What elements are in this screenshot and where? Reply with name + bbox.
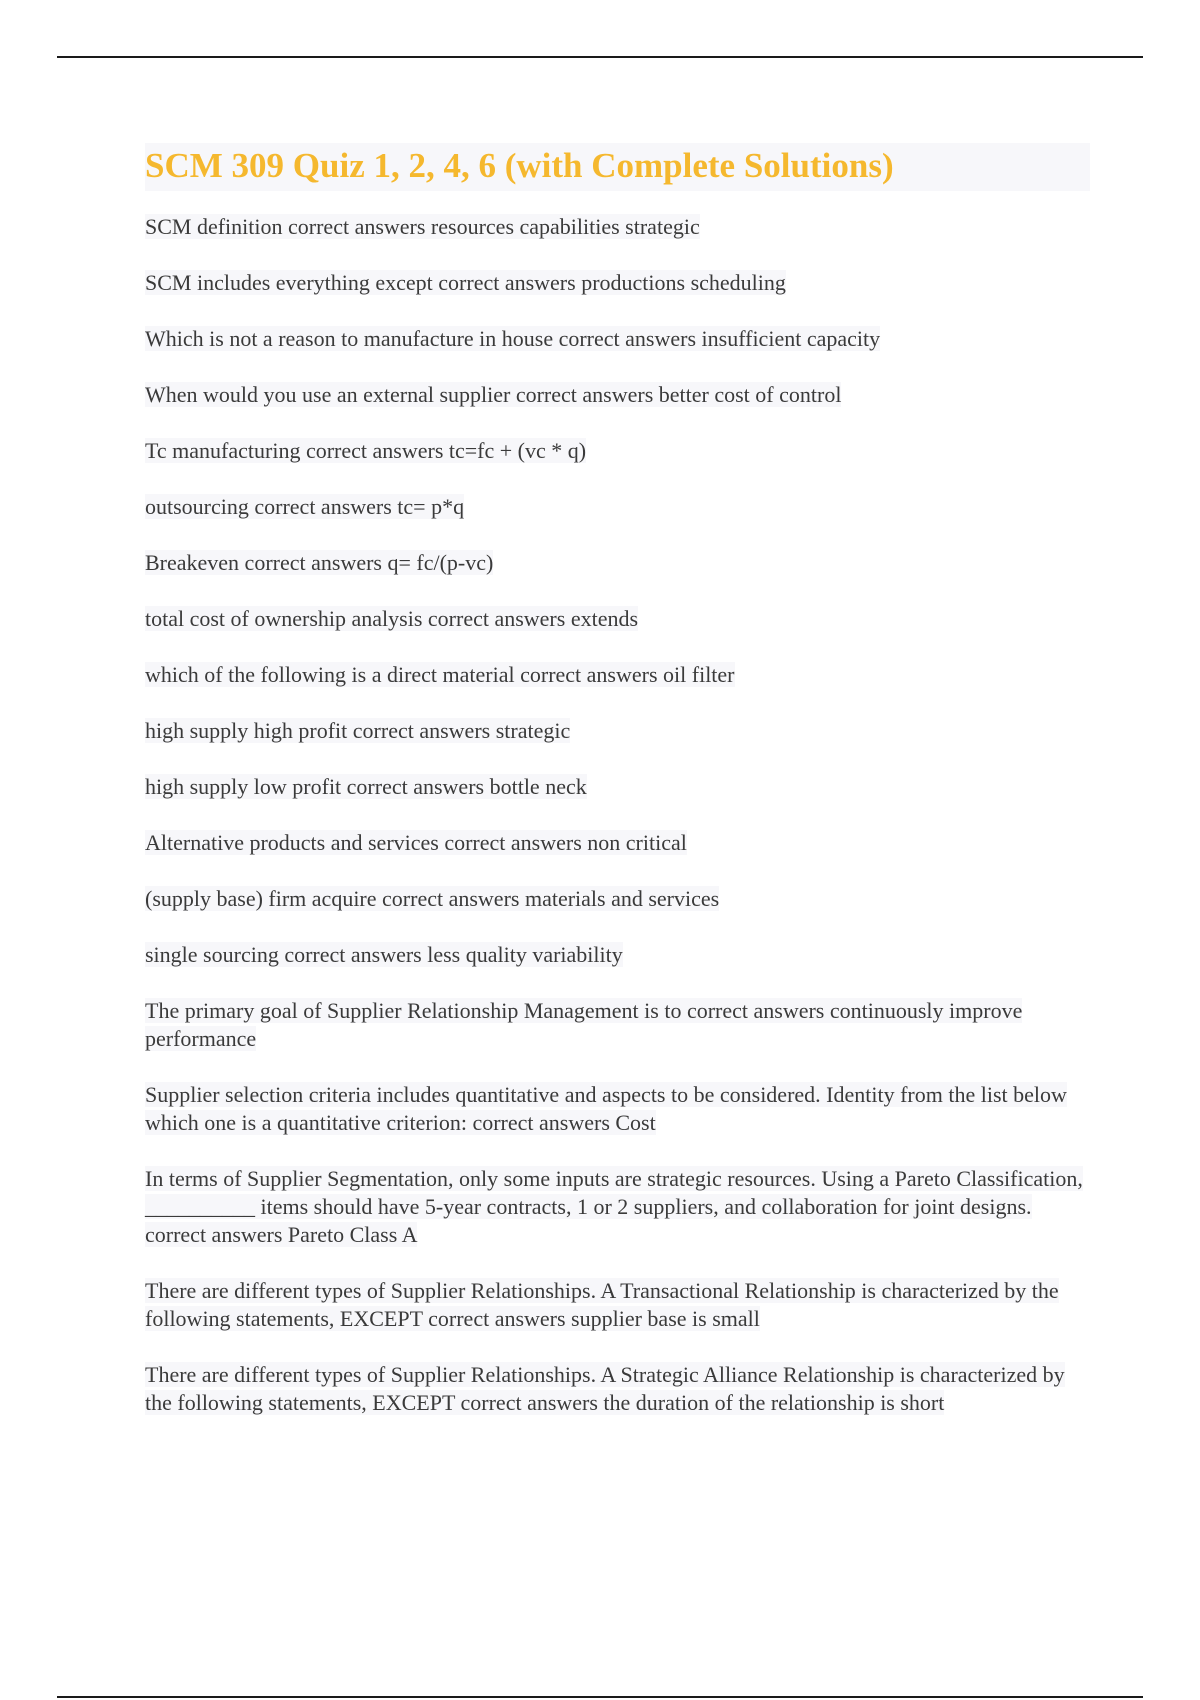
qa-item: Alternative products and services correct answers non critical [145, 830, 687, 855]
qa-item: In terms of Supplier Segmentation, only some inputs are strategic resources. Using a Pareto Classification, __________ items should have 5-year contracts, 1 or 2 suppliers, and collaboration for joint designs. correct answers Pareto Class A [145, 1166, 1083, 1247]
qa-item: (supply base) firm acquire correct answers materials and services [145, 886, 720, 911]
qa-item: Breakeven correct answers q= fc/(p-vc) [145, 550, 494, 575]
header-rule [57, 56, 1143, 58]
qa-item: SCM definition correct answers resources capabilities strategic [145, 214, 700, 239]
qa-item: high supply low profit correct answers bottle neck [145, 774, 587, 799]
qa-item: outsourcing correct answers tc= p*q [145, 494, 465, 519]
qa-item: Tc manufacturing correct answers tc=fc + (vc * q) [145, 438, 587, 463]
qa-item: which of the following is a direct material correct answers oil filter [145, 662, 735, 687]
qa-item: When would you use an external supplier correct answers better cost of control [145, 382, 842, 407]
qa-item: SCM includes everything except correct answers productions scheduling [145, 270, 786, 295]
footer-rule [57, 1696, 1143, 1698]
qa-item: The primary goal of Supplier Relationship Management is to correct answers continuously improve performance [145, 998, 1023, 1051]
qa-list [145, 213, 1090, 1417]
qa-item: There are different types of Supplier Relationships. A Strategic Alliance Relationship is characterized by the following statements, EXCEPT correct answers the duration of the relationship is short [145, 1362, 1065, 1415]
title-bar [145, 143, 1090, 191]
qa-item: single sourcing correct answers less quality variability [145, 942, 623, 967]
qa-item: total cost of ownership analysis correct answers extends [145, 606, 639, 631]
qa-item: There are different types of Supplier Relationships. A Transactional Relationship is characterized by the following statements, EXCEPT correct answers supplier base is small [145, 1278, 1059, 1331]
qa-item: Which is not a reason to manufacture in house correct answers insufficient capacity [145, 326, 881, 351]
qa-item: Supplier selection criteria includes quantitative and aspects to be considered. Identity from the list below which one is a quantitative criterion: correct answers Cost [145, 1082, 1067, 1135]
qa-item: high supply high profit correct answers strategic [145, 718, 571, 743]
document-body [145, 143, 1090, 1445]
page-title: SCM 309 Quiz 1, 2, 4, 6 (with Complete Solutions) [145, 146, 894, 185]
